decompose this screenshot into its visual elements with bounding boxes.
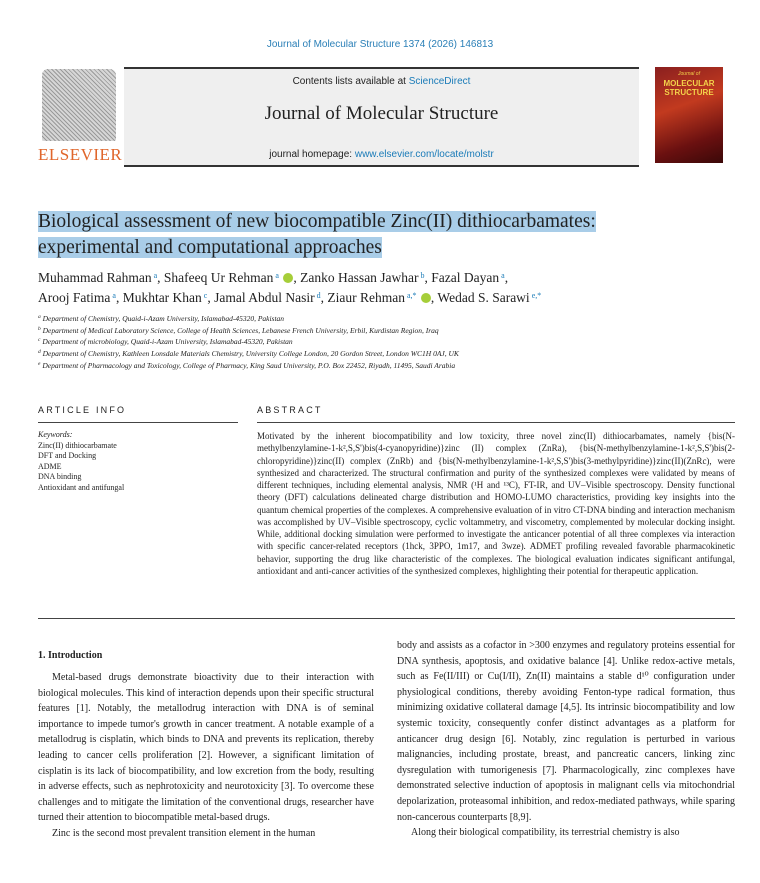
divider: [38, 618, 735, 619]
affiliation-text: Department of Medical Laboratory Science, College of Health Sciences, Lebanese French University, Erbil, Kurdistan Region, Iraq: [40, 325, 439, 335]
affiliation-mark[interactable]: a: [151, 271, 158, 280]
author-name[interactable]: Ziaur Rehman: [327, 290, 405, 305]
contents-line: [124, 76, 639, 87]
sciencedirect-link[interactable]: ScienceDirect: [408, 76, 471, 87]
affiliation-mark[interactable]: b: [418, 271, 425, 280]
affiliation-mark: b: [38, 325, 41, 332]
author[interactable]: [164, 270, 293, 285]
affiliation-mark[interactable]: e,*: [529, 291, 542, 300]
running-head[interactable]: Journal of Molecular Structure 1374 (2026) 146813: [266, 39, 494, 50]
author-name[interactable]: Arooj Fatima: [38, 290, 111, 305]
author-name[interactable]: Jamal Abdul Nasir: [214, 290, 315, 305]
affiliation-mark: c: [38, 337, 41, 344]
author[interactable]: [38, 270, 157, 285]
article-info-heading: ARTICLE INFO: [38, 405, 127, 415]
affiliation-mark[interactable]: c: [201, 291, 208, 300]
title-line-1: Biological assessment of new biocompatible Zinc(II) dithiocarbamates:: [38, 211, 596, 232]
journal-header: [124, 67, 639, 167]
title-line-2: experimental and computational approaches: [38, 237, 382, 258]
affiliation: [38, 360, 728, 372]
keyword: ADME: [38, 461, 62, 471]
keyword: DFT and Docking: [38, 451, 97, 461]
publisher-logo[interactable]: [38, 67, 123, 164]
cover-title-line1: MOLECULAR: [663, 79, 715, 88]
keyword: Zinc(II) dithiocarbamate: [38, 440, 117, 450]
affiliation-text: Department of Pharmacology and Toxicology, College of Pharmacy, King Saud University, P.O. Box 22452, Riyadh, 11495, Saudi Arabia: [40, 360, 456, 370]
cover-title-line2: STRUCTURE: [664, 88, 714, 97]
body-column-left: [38, 670, 374, 842]
paragraph: Zinc is the second most prevalent transition element in the human: [52, 827, 316, 839]
author[interactable]: [123, 290, 208, 305]
affiliation: [38, 313, 728, 325]
affiliation-mark: a: [38, 314, 41, 320]
keyword: DNA binding: [38, 472, 82, 482]
keywords-label: Keywords:: [38, 430, 73, 439]
affiliation-mark[interactable]: a: [273, 271, 279, 280]
paragraph: Along their biological compatibility, its terrestrial chemistry is also: [411, 827, 680, 839]
affiliation-mark: e: [38, 360, 41, 367]
author[interactable]: [437, 290, 541, 305]
author-list: Muhammad Rahman $^a$, Shafeeq Ur Rehman $^a$ , Zanko Hassan Jawhar $^b$, Fazal Dayan $^a$, Arooj Fatima $^a$, Mukhtar Khan $^c$, Jamal Abdul Nasir $^d$, Ziaur Rehman $^{a,*}$ , Wedad S. Sarawi $^{e,*}$: [38, 270, 542, 305]
affiliation-mark[interactable]: a,*: [404, 291, 417, 300]
homepage-line: [124, 149, 639, 160]
cover-subtitle: Journal of: [678, 71, 700, 77]
affiliation-mark[interactable]: a: [499, 271, 505, 280]
homepage-link[interactable]: www.elsevier.com/locate/molstr: [354, 149, 494, 160]
journal-cover[interactable]: [655, 67, 723, 163]
paragraph: Metal-based drugs demonstrate bioactivity due to their interaction with biological molecules. This kind of interaction depends upon their specific structural features [1]. Notably, the metallodrug interaction with DNA is of seminal importance to impede tumor's growth in cancer treatment. A notable example of a metallodrug is cisplatin, which binds to DNA and prevents its replication, thereby leading to cancer cells proliferation [2]. However, a significant limitation of cisplatin is its lack of biocompatibility, and low excretion from the body, resulting in adverse effects, such as nephrotoxicity and neurotoxicity [3]. To overcome these challenges and to mitigate the limitation of the conventional drugs, researcher have turned their attention to biocompatible metal-based drugs.: [38, 672, 374, 824]
author-name[interactable]: Zanko Hassan Jawhar: [300, 270, 419, 285]
affiliation-mark: d: [38, 349, 41, 356]
author-name[interactable]: Shafeeq Ur Rehman: [163, 270, 274, 285]
affiliation-text: Department of microbiology, Quaid-i-Azam University, Islamabad-45320, Pakistan: [40, 337, 293, 347]
divider: [38, 422, 238, 423]
keywords-block: [38, 430, 238, 494]
author[interactable]: [431, 270, 504, 285]
author-name[interactable]: Fazal Dayan: [431, 270, 500, 285]
publisher-name: ELSEVIER: [38, 145, 123, 164]
affiliation: [38, 325, 728, 337]
affiliation-text: Department of Chemistry, Quaid-i-Azam University, Islamabad-45320, Pakistan: [40, 314, 285, 323]
paragraph: body and assists as a cofactor in >300 enzymes and regulatory proteins essential for DNA synthesis, apoptosis, and oxidative balance [4]. Unlike redox-active metals, such as Fe(II/III) or Cu(I/II), Zn(II) maintains a stable d¹⁰ configuration under physiological conditions, thereby avoiding Fenton-type radical formation, thus minimizing oxidative collateral damage [4,5]. Its intrinsic biocompatibility and low systemic toxicity, consequently confer distinct advantages as a platform for anticancer drug design [6]. Notably, zinc regulation is perturbed in various malignancies, including prostate, breast, and pancreatic cancers, linking zinc dysregulation with tumorigenesis [7]. Pharmacologically, zinc complexes have demonstrated selective induction of apoptosis in malignant cells via mitochondrial depolarization, proteasomal inhibition, and redox-mediated pathways, while sparing non-cancerous counterparts [8,9].: [397, 640, 735, 823]
contents-prefix: Contents lists available at: [292, 76, 409, 87]
abstract-text: Motivated by the inherent biocompatibility and low toxicity, three novel zinc(II) dithiocarbamates, namely {bis(N-methylbenzylamine-1-k²,S,S')bis(4-cyanopyridine)}zinc (II) complex (ZnRa), {bis(N-methylbenzylamine-1-k²,S,S')bis(2-chloropyridine)}zinc(II) complex (ZnRb) and {bis(N-methylbenzylamine-1-k²,S,S')bis(3-methylpyridine)}zinc(II)(ZnRc), were synthesized and characterized. The structural confirmation and purity of the synthesized complexes were validated by means of different techniques, including elemental analysis, NMR (¹H and ¹³C), FT-IR, and UV–Visible spectroscopy. Density functional theory (DFT) calculations delineated charge distribution and HOMO-LUMO characteristics, providing key insights into the quantum chemical properties of the complexes. A comprehensive evaluation of in vitro CT-DNA binding and interaction mechanism was accomplished by UV–Visible spectroscopy, cyclic voltammetry, and viscometry, complemented by molecular docking insight. While, additional docking simulation were performed to investigate the anticancer potential of all three complexes via interaction with specific cancer-related receptors (1hck, 3PPO, 1m17, and 3wze). ADMET profiling revealed favorable pharmacokinetic behavior, supporting the drug like characteristic of the complexes. The biological evaluation indicates significant antifungal, antioxidant and anti-cancer activities of the synthesized complexes, highlighting their potential for therapeutic application.: [257, 431, 735, 576]
tree-logo-icon: [42, 69, 116, 141]
abstract-heading: ABSTRACT: [257, 405, 323, 415]
keywords-list: [38, 441, 238, 494]
affiliation: [38, 336, 728, 348]
author-name[interactable]: Wedad S. Sarawi: [437, 290, 530, 305]
author-name[interactable]: Muhammad Rahman: [38, 270, 152, 285]
author[interactable]: [327, 290, 431, 305]
author[interactable]: [300, 270, 424, 285]
keyword: Antioxidant and antifungal: [38, 482, 125, 492]
author[interactable]: [214, 290, 321, 305]
journal-title[interactable]: Journal of Molecular Structure: [264, 103, 499, 124]
divider: [257, 422, 735, 423]
affiliation: [38, 348, 728, 360]
affiliation-mark[interactable]: d: [314, 291, 321, 300]
author-name[interactable]: Mukhtar Khan: [122, 290, 202, 305]
author[interactable]: [38, 290, 116, 305]
body-column-right: [397, 638, 735, 841]
homepage-prefix: journal homepage:: [269, 149, 355, 160]
orcid-icon[interactable]: [283, 273, 293, 283]
cover-title: [657, 79, 721, 97]
affiliation-text: Department of Chemistry, Kathleen Lonsdale Materials Chemistry, University College London, 20 Gordon Street, London WC1H 0AJ, UK: [40, 349, 459, 359]
section-heading-introduction: 1. Introduction: [38, 650, 103, 661]
affiliation-mark[interactable]: a: [110, 291, 116, 300]
paper-title: [38, 209, 638, 261]
affiliation-list: [38, 313, 728, 372]
orcid-icon[interactable]: [421, 293, 431, 303]
